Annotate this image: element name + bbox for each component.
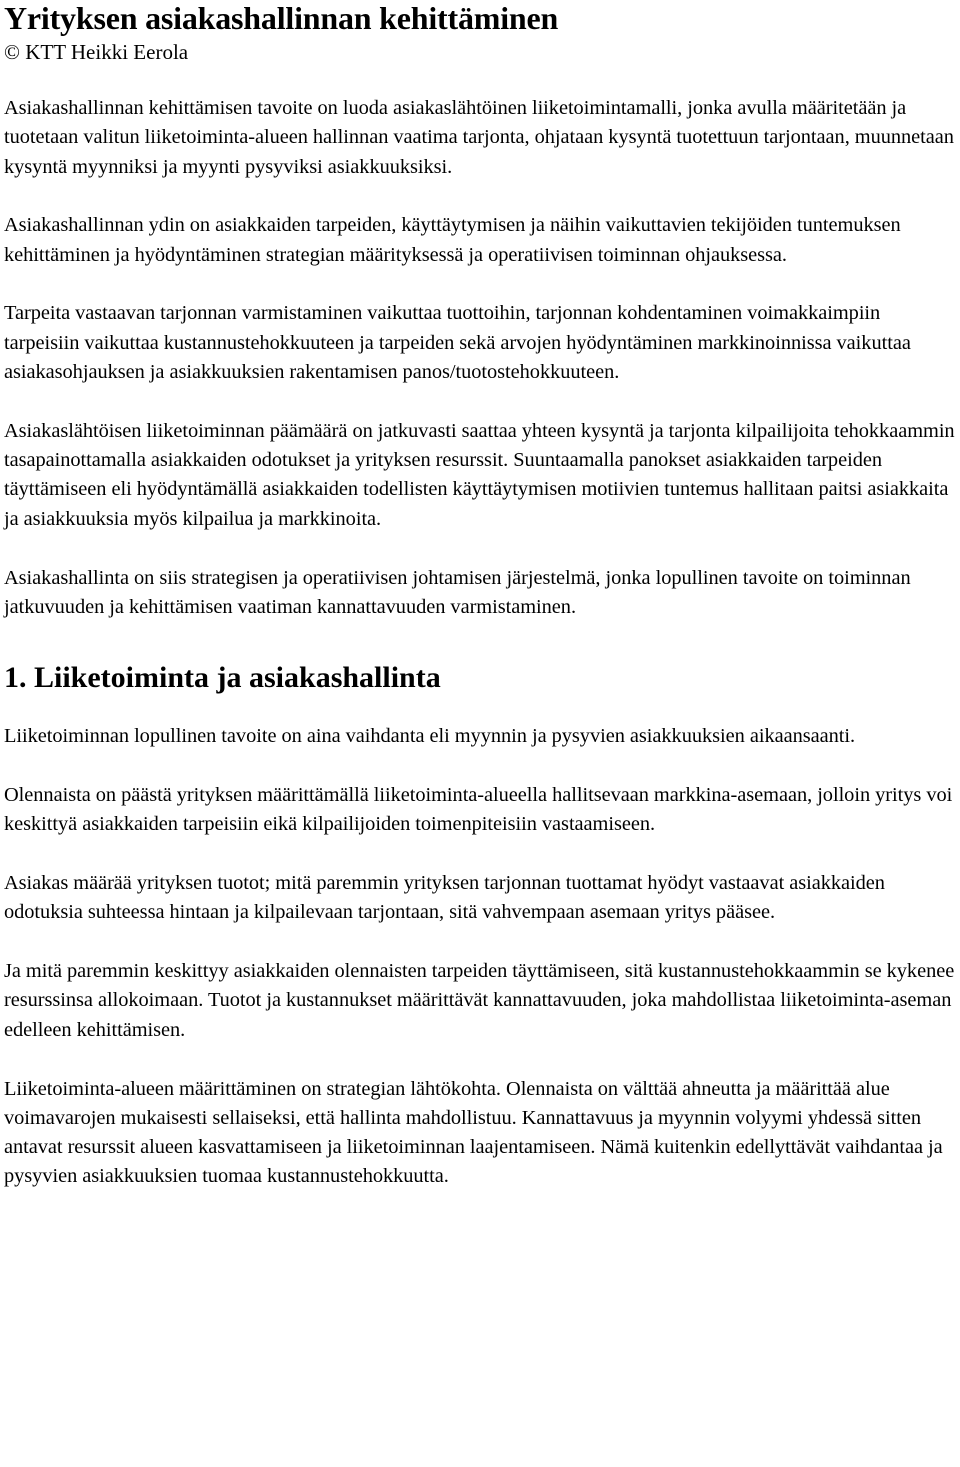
section-heading: 1. Liiketoiminta ja asiakashallinta bbox=[4, 661, 441, 695]
author-line: © KTT Heikki Eerola bbox=[4, 40, 189, 64]
intro-paragraph-1: Asiakashallinnan kehittämisen tavoite on luoda asiakaslähtöinen liiketoimintamalli, jonka avulla määritetään ja tuotetaan valitun liiketoiminta-alueen hallinnan vaatima tarjonta, ohjataan kysyntä tuotettuun tarjontaan, muunnetaan kysyntä myynniksi ja myynti pysyviksi asiakkuuksiksi. bbox=[4, 97, 954, 178]
spacer bbox=[4, 928, 956, 958]
document-page bbox=[4, 0, 956, 1192]
intro-paragraph-4: Asiakaslähtöisen liiketoiminnan päämäärä on jatkuvasti saattaa yhteen kysyntä ja tarjonta kilpailijoita tehokkaammin tasapainottamalla asiakkaiden odotukset ja yrityksen resurssit. Suuntaamalla panokset asiakkaiden tarpeiden täyttämiseen eli hyödyntämällä asiakkaiden todellisten käyttäytymisen motiivien tuntemus hallitaan paitsi asiakkaita ja asiakkuuksia myös kilpailua ja markkinoita. bbox=[4, 419, 955, 530]
section-paragraph-2: Olennaista on päästä yrityksen määrittämällä liiketoiminta-alueella hallitsevaan markkina-asemaan, jolloin yritys voi keskittyä asiakkaiden tarpeisiin eikä kilpailijoiden toimenpiteisiin vastaamiseen. bbox=[4, 783, 953, 836]
spacer bbox=[4, 182, 956, 212]
spacer bbox=[4, 66, 956, 94]
spacer bbox=[4, 270, 956, 300]
section-paragraph-3: Asiakas määrää yrityksen tuotot; mitä paremmin yrityksen tarjonnan tuottamat hyödyt vastaavat asiakkaiden odotuksia suhteessa hintaan ja kilpailevaan tarjontaan, sitä vahvempaan asemaan yritys pääsee. bbox=[4, 872, 885, 924]
section-paragraph-5: Liiketoiminta-alueen määrittäminen on strategian lähtökohta. Olennaista on välttää ahneutta ja määrittää alue voimavarojen mukaisesti sellaiseksi, että hallinta mahdollistuu. Kannattavuus ja myynnin volyymi yhdessä sitten antavat resurssit alueen kasvattamiseen ja liiketoiminnan laajentamiseen. Nämä kuitenkin edellyttävät vaihdantaa ja pysyvien asiakkuuksien tuomaa kustannustehokkuutta. bbox=[4, 1077, 943, 1188]
section-paragraph-4: Ja mitä paremmin keskittyy asiakkaiden olennaisten tarpeiden täyttämiseen, sitä kustannustehokkaammin se kykenee resurssinsa allokoimaan. Tuotot ja kustannukset määrittävät kannattavuuden, joka mahdollistaa liiketoiminta-aseman edelleen kehittämisen. bbox=[4, 960, 955, 1041]
intro-paragraph-5: Asiakashallinta on siis strategisen ja operatiivisen johtamisen järjestelmä, jonka lopullinen tavoite on toiminnan jatkuvuuden ja kehittämisen vaatiman kannattavuuden varmistaminen. bbox=[4, 566, 911, 618]
intro-paragraph-3: Tarpeita vastaavan tarjonnan varmistaminen vaikuttaa tuottoihin, tarjonnan kohdentaminen voimakkaimpiin tarpeisiin vaikuttaa kustannustehokkuuteen ja tarpeiden sekä arvojen hyödyntäminen markkinoinnissa vaikuttaa asiakasohjauksen ja asiakkuuksien rakentamisen panos/tuotostehokkuuteen. bbox=[4, 302, 911, 384]
spacer bbox=[4, 1045, 956, 1075]
spacer bbox=[4, 840, 956, 870]
spacer bbox=[4, 751, 956, 781]
spacer bbox=[4, 387, 956, 417]
section-paragraph-1: Liiketoiminnan lopullinen tavoite on aina vaihdanta eli myynnin ja pysyvien asiakkuuksien aikaansaanti. bbox=[4, 725, 856, 748]
intro-paragraph-2: Asiakashallinnan ydin on asiakkaiden tarpeiden, käyttäytymisen ja näihin vaikuttavien tekijöiden tuntemuksen kehittäminen ja hyödyntäminen strategian määrityksessä ja operatiivisen toiminnan ohjauksessa. bbox=[4, 214, 901, 266]
spacer bbox=[4, 622, 956, 658]
spacer bbox=[4, 698, 956, 722]
document-title: Yrityksen asiakashallinnan kehittäminen bbox=[4, 0, 559, 36]
spacer bbox=[4, 534, 956, 564]
